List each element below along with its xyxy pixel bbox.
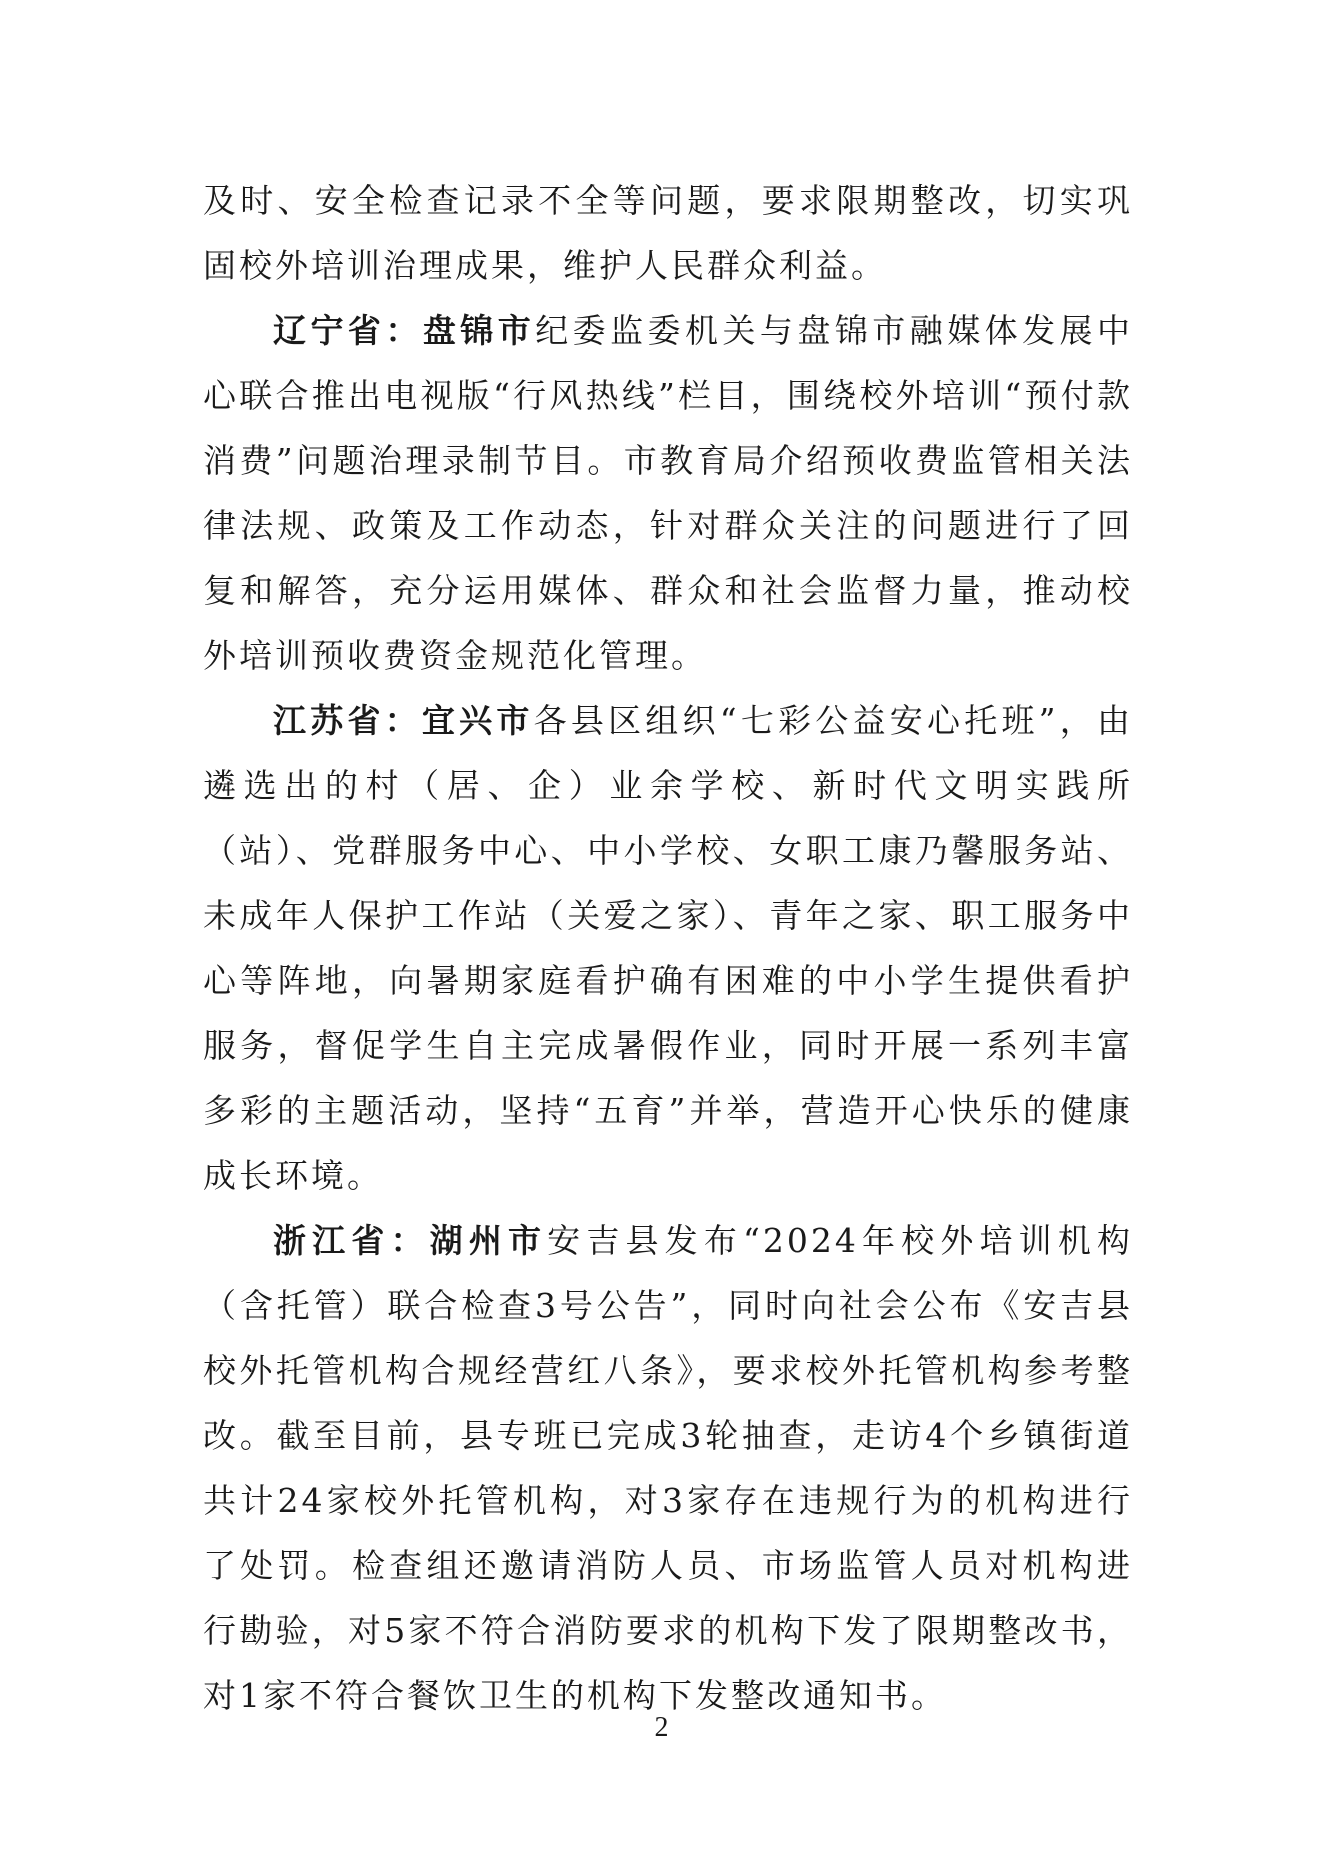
paragraph-zhejiang (203, 1208, 1133, 1728)
paragraph-lead-jiangsu: 江苏省：宜兴市 (273, 701, 534, 740)
paragraph-text: 各县区组织“七彩公益安心托班”，由遴选出的村（居、企）业余学校、新时代文明实践所（站）、党群服务中心、中小学校、女职工康乃馨服务站、未成年人保护工作站（关爱之家）、青年之家、职工服务中心等阵地，向暑期家庭看护确有困难的中小学生提供看护服务，督促学生自主完成暑假作业，同时开展一系列丰富多彩的主题活动，坚持“五育”并举，营造开心快乐的健康成长环境。 (203, 701, 1134, 1195)
paragraph-text: 安吉县发布“2024年校外培训机构（含托管）联合检查3号公告”，同时向社会公布《安吉县校外托管机构合规经营红八条》，要求校外托管机构参考整改。截至目前，县专班已完成3轮抽查，走访4个乡镇街道共计24家校外托管机构，对3家存在违规行为的机构进行了处罚。检查组还邀请消防人员、市场监管人员对机构进行勘验，对5家不符合消防要求的机构下发了限期整改书，对1家不符合餐饮卫生的机构下发整改通知书。 (203, 1221, 1134, 1715)
document-body (203, 168, 1133, 1728)
page-number: 2 (654, 1712, 669, 1743)
paragraph-lead-zhejiang: 浙江省：湖州市 (273, 1221, 548, 1260)
paragraph-jiangsu (203, 688, 1133, 1208)
paragraph-lead-liaoning: 辽宁省：盘锦市 (273, 311, 536, 350)
paragraph-liaoning (203, 298, 1133, 688)
paragraph-text: 及时、安全检查记录不全等问题，要求限期整改，切实巩固校外培训治理成果，维护人民群众利益。 (203, 181, 1133, 285)
paragraph-text: 纪委监委机关与盘锦市融媒体发展中心联合推出电视版“行风热线”栏目，围绕校外培训“预付款消费”问题治理录制节目。市教育局介绍预收费监管相关法律法规、政策及工作动态，针对群众关注的问题进行了回复和解答，充分运用媒体、群众和社会监督力量，推动校外培训预收费资金规范化管理。 (203, 311, 1134, 675)
paragraph-continuation (203, 168, 1133, 298)
